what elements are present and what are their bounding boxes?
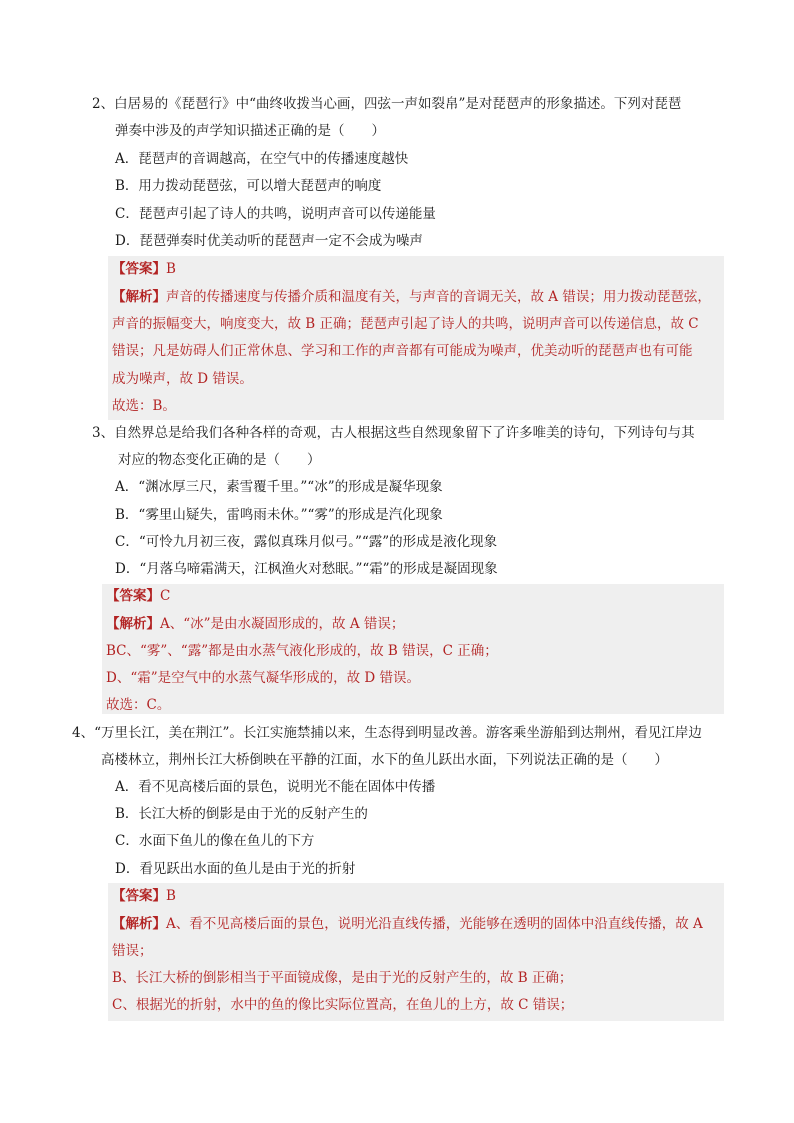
q3-stem-line-2: 对应的物态变化正确的是（ ）	[118, 452, 321, 468]
q2-stem-line-1: 2、白居易的《琵琶行》中“曲终收拨当心画，四弦一声如裂帛”是对琵琶声的形象描述。下列对琵琶	[92, 96, 682, 112]
q3-choose: 故选：C。	[106, 697, 171, 713]
q2-answer-value: B	[166, 261, 176, 277]
q2-analysis-line-3: 错误；凡是妨碍人们正常休息、学习和工作的声音都有可能成为噪声，优美动听的琵琶声也有可能	[112, 343, 693, 359]
q2-analysis-tag: 【解析】	[112, 289, 166, 305]
q4-stem-line-1: 4、“万里长江，美在荆江”。长江实施禁捕以来，生态得到明显改善。游客乘坐游船到达荆州，看见江岸边	[72, 725, 702, 741]
q2-analysis-line-1	[112, 287, 711, 307]
q2-answer-tag: 【答案】	[112, 261, 166, 277]
q2-choose: 故选：B。	[112, 398, 176, 414]
q4-option-d: D．看见跃出水面的鱼儿是由于光的折射	[115, 861, 356, 877]
q4-analysis-line-2: 错误；	[112, 943, 153, 959]
q3-analysis-line-2: BC、“雾”、“露”都是由水蒸气液化形成的，故 B 错误，C 正确；	[106, 643, 498, 659]
q2-analysis-line-2: 声音的振幅变大，响度变大，故 B 正确；琵琶声引起了诗人的共鸣，说明声音可以传递信息，故 C	[112, 316, 699, 332]
q3-answer-value: C	[160, 588, 171, 604]
q4-analysis-line-1	[112, 914, 703, 934]
q4-option-b: B．长江大桥的倒影是由于光的反射产生的	[115, 806, 368, 822]
q2-analysis-line-4: 成为噪声，故 D 错误。	[112, 371, 253, 387]
q4-analysis-line-4: C、根据光的折射，水中的鱼的像比实际位置高，在鱼儿的上方，故 C 错误；	[112, 997, 574, 1013]
q2-stem-line-2: 弹奏中涉及的声学知识描述正确的是（ ）	[115, 123, 385, 139]
q3-option-c: C．“可怜九月初三夜，露似真珠月似弓。”“露”的形成是液化现象	[115, 534, 498, 550]
q2-option-c: C．琵琶声引起了诗人的共鸣，说明声音可以传递能量	[115, 206, 436, 222]
q4-answer-tag: 【答案】	[112, 888, 166, 904]
q3-option-d: D．“月落乌啼霜满天，江枫渔火对愁眠。”“霜”的形成是凝固现象	[115, 561, 498, 577]
q4-answer-value: B	[166, 888, 176, 904]
q4-answer-line	[112, 886, 176, 906]
q4-stem-line-2: 高楼林立，荆州长江大桥倒映在平静的江面，水下的鱼儿跃出水面，下列说法正确的是（ ）	[101, 752, 668, 768]
q3-analysis-line-1	[106, 614, 404, 634]
q2-option-b: B．用力拨动琵琶弦，可以增大琵琶声的响度	[115, 178, 382, 194]
q3-answer-tag: 【答案】	[106, 588, 160, 604]
q4-analysis-tag: 【解析】	[112, 916, 166, 932]
q3-stem-line-1: 3、自然界总是给我们各种各样的奇观，古人根据这些自然现象留下了许多唯美的诗句，下列诗句与其	[92, 425, 695, 441]
q2-answer-line	[112, 259, 176, 279]
q3-option-a: A．“渊冰厚三尺，素雪覆千里。”“冰”的形成是凝华现象	[115, 479, 443, 495]
q4-analysis-line-3: B、长江大桥的倒影相当于平面镜成像，是由于光的反射产生的，故 B 正确；	[112, 970, 573, 986]
q3-analysis-text-1: A、“冰”是由水凝固形成的，故 A 错误；	[160, 616, 405, 632]
q4-option-a: A．看不见高楼后面的景色，说明光不能在固体中传播	[115, 779, 436, 795]
q3-analysis-tag: 【解析】	[106, 616, 160, 632]
q2-option-d: D．琵琶弹奏时优美动听的琵琶声一定不会成为噪声	[115, 233, 423, 249]
q4-option-c: C．水面下鱼儿的像在鱼儿的下方	[115, 833, 315, 849]
q3-option-b: B．“雾里山疑失，雷鸣雨未休。”“雾”的形成是汽化现象	[115, 507, 443, 523]
q3-answer-line	[106, 586, 170, 606]
q2-option-a: A．琵琶声的音调越高，在空气中的传播速度越快	[115, 151, 409, 167]
q2-answer-box	[108, 256, 724, 420]
q2-analysis-text-1: 声音的传播速度与传播介质和温度有关，与声音的音调无关，故 A 错误；用力拨动琵琶弦，	[166, 289, 711, 305]
q3-analysis-line-3: D、“霜”是空气中的水蒸气凝华形成的，故 D 错误。	[106, 670, 421, 686]
q4-analysis-text-1: A、看不见高楼后面的景色，说明光沿直线传播，光能够在透明的固体中沿直线传播，故 A	[166, 916, 703, 932]
